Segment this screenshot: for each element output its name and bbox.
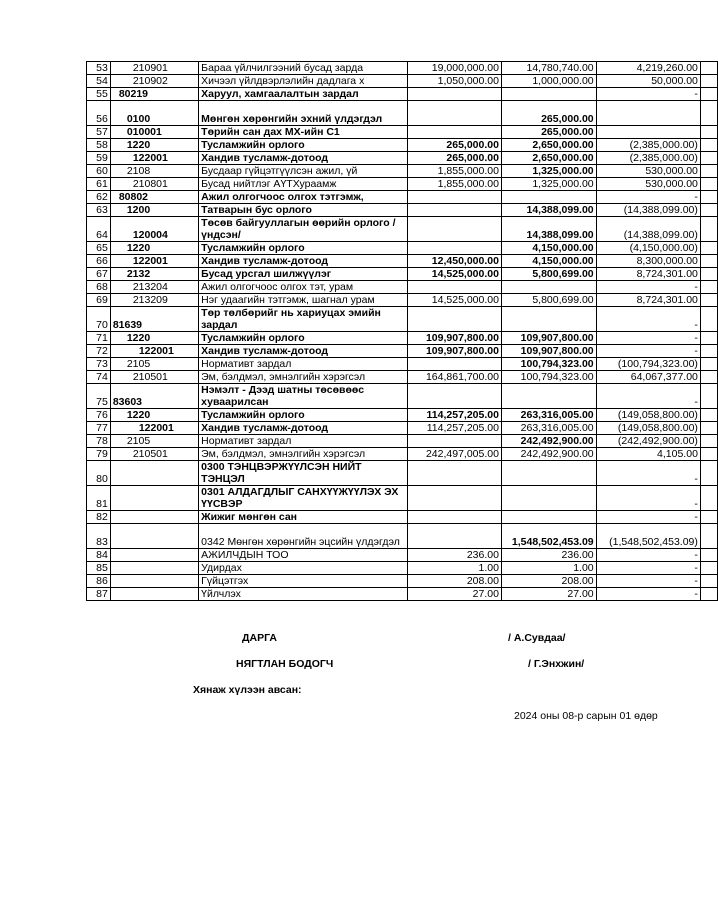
- amount-actual: [501, 191, 596, 204]
- table-row: [87, 549, 718, 562]
- account-name: Удирдах: [199, 562, 408, 575]
- row-number: 71: [87, 332, 111, 345]
- row-number: 57: [87, 126, 111, 139]
- account-name: Төр төлбөрийг нь хариуцах эмийн зардал: [199, 307, 408, 332]
- amount-actual: 5,800,699.00: [501, 294, 596, 307]
- amount-difference: -: [596, 384, 700, 409]
- account-name: Бусдаар гүйцэтгүүлсэн ажил, үй: [199, 165, 408, 178]
- amount-difference: (2,385,000.00): [596, 152, 700, 165]
- account-name: Үйлчлэх: [199, 588, 408, 601]
- amount-budget: [408, 281, 501, 294]
- row-number: 55: [87, 88, 111, 101]
- amount-difference: 64,067,377.00: [596, 371, 700, 384]
- empty-cell: [700, 486, 717, 511]
- account-name: Нормативт зардал: [199, 435, 408, 448]
- empty-cell: [700, 242, 717, 255]
- row-number: 59: [87, 152, 111, 165]
- amount-budget: 242,497,005.00: [408, 448, 501, 461]
- empty-cell: [700, 281, 717, 294]
- head-title: ДАРГА: [242, 632, 277, 644]
- empty-cell: [700, 204, 717, 217]
- empty-cell: [700, 549, 717, 562]
- table-row: [87, 268, 718, 281]
- empty-cell: [700, 345, 717, 358]
- amount-actual: 4,150,000.00: [501, 242, 596, 255]
- account-name: 0301 АЛДАГДЛЫГ САНХҮҮЖҮҮЛЭХ ЭХ ҮҮСВЭР: [199, 486, 408, 511]
- amount-budget: [408, 358, 501, 371]
- table-row: [87, 384, 718, 409]
- amount-actual: [501, 307, 596, 332]
- empty-cell: [700, 461, 717, 486]
- amount-actual: 242,492,900.00: [501, 448, 596, 461]
- amount-budget: 12,450,000.00: [408, 255, 501, 268]
- amount-actual: 263,316,005.00: [501, 422, 596, 435]
- amount-difference: -: [596, 562, 700, 575]
- table-row: [87, 152, 718, 165]
- amount-actual: 1.00: [501, 562, 596, 575]
- account-code: 1220: [110, 242, 198, 255]
- account-code: 122001: [110, 422, 198, 435]
- amount-difference: 4,219,260.00: [596, 62, 700, 75]
- row-number: 73: [87, 358, 111, 371]
- row-number: 86: [87, 575, 111, 588]
- report-table: [86, 61, 718, 601]
- amount-budget: 14,525,000.00: [408, 268, 501, 281]
- empty-cell: [700, 511, 717, 524]
- empty-cell: [700, 178, 717, 191]
- row-number: 70: [87, 307, 111, 332]
- account-code: [110, 549, 198, 562]
- amount-difference: (2,385,000.00): [596, 139, 700, 152]
- account-code: 210501: [110, 371, 198, 384]
- table-row: [87, 191, 718, 204]
- amount-difference: -: [596, 511, 700, 524]
- account-name: Хандив тусламж-дотоод: [199, 255, 408, 268]
- amount-actual: 265,000.00: [501, 101, 596, 126]
- amount-actual: 265,000.00: [501, 126, 596, 139]
- row-number: 72: [87, 345, 111, 358]
- account-name: Эм, бэлдмэл, эмнэлгийн хэрэгсэл: [199, 448, 408, 461]
- empty-cell: [700, 268, 717, 281]
- row-number: 60: [87, 165, 111, 178]
- amount-difference: -: [596, 588, 700, 601]
- table-row: [87, 307, 718, 332]
- account-name: Тусламжийн орлого: [199, 242, 408, 255]
- row-number: 56: [87, 101, 111, 126]
- amount-actual: 263,316,005.00: [501, 409, 596, 422]
- row-number: 68: [87, 281, 111, 294]
- empty-cell: [700, 588, 717, 601]
- amount-budget: [408, 126, 501, 139]
- amount-actual: 1,325,000.00: [501, 178, 596, 191]
- amount-difference: [596, 101, 700, 126]
- empty-cell: [700, 255, 717, 268]
- row-number: 54: [87, 75, 111, 88]
- amount-budget: [408, 204, 501, 217]
- account-name: Бараа үйлчилгээний бусад зарда: [199, 62, 408, 75]
- account-code: 83603: [110, 384, 198, 409]
- amount-budget: [408, 217, 501, 242]
- amount-difference: -: [596, 575, 700, 588]
- amount-actual: 4,150,000.00: [501, 255, 596, 268]
- amount-budget: 1,050,000.00: [408, 75, 501, 88]
- amount-difference: -: [596, 191, 700, 204]
- row-number: 80: [87, 461, 111, 486]
- amount-actual: [501, 461, 596, 486]
- amount-budget: 19,000,000.00: [408, 62, 501, 75]
- table-row: [87, 294, 718, 307]
- account-code: 213204: [110, 281, 198, 294]
- amount-actual: 100,794,323.00: [501, 371, 596, 384]
- table-row: [87, 486, 718, 511]
- empty-cell: [700, 126, 717, 139]
- amount-difference: (14,388,099.00): [596, 204, 700, 217]
- amount-actual: 1,548,502,453.09: [501, 524, 596, 549]
- empty-cell: [700, 422, 717, 435]
- table-row: [87, 165, 718, 178]
- row-number: 62: [87, 191, 111, 204]
- amount-actual: 109,907,800.00: [501, 345, 596, 358]
- account-name: Мөнгөн хөрөнгийн эхний үлдэгдэл: [199, 101, 408, 126]
- amount-difference: 8,724,301.00: [596, 294, 700, 307]
- amount-difference: (14,388,099.00): [596, 217, 700, 242]
- account-name: Гүйцэтгэх: [199, 575, 408, 588]
- amount-actual: 5,800,699.00: [501, 268, 596, 281]
- table-row: [87, 562, 718, 575]
- account-name: Ажил олгогчоос олгох тэтгэмж,: [199, 191, 408, 204]
- row-number: 58: [87, 139, 111, 152]
- account-name: Ажил олгогчоос олгох тэт, урам: [199, 281, 408, 294]
- amount-budget: [408, 384, 501, 409]
- account-code: 120004: [110, 217, 198, 242]
- amount-actual: 208.00: [501, 575, 596, 588]
- amount-difference: 8,300,000.00: [596, 255, 700, 268]
- account-code: 2105: [110, 435, 198, 448]
- empty-cell: [700, 332, 717, 345]
- report-table-body: [87, 62, 718, 601]
- table-row: [87, 281, 718, 294]
- amount-budget: [408, 524, 501, 549]
- amount-budget: [408, 101, 501, 126]
- account-code: 122001: [110, 345, 198, 358]
- amount-budget: 1,855,000.00: [408, 178, 501, 191]
- row-number: 53: [87, 62, 111, 75]
- account-code: 1220: [110, 409, 198, 422]
- account-name: Бусад урсгал шилжүүлэг: [199, 268, 408, 281]
- table-row: [87, 88, 718, 101]
- amount-budget: 164,861,700.00: [408, 371, 501, 384]
- amount-budget: 1.00: [408, 562, 501, 575]
- amount-difference: (100,794,323.00): [596, 358, 700, 371]
- account-code: 213209: [110, 294, 198, 307]
- amount-difference: [596, 126, 700, 139]
- empty-cell: [700, 409, 717, 422]
- account-name: Тусламжийн орлого: [199, 409, 408, 422]
- table-row: [87, 242, 718, 255]
- amount-difference: 530,000.00: [596, 178, 700, 191]
- table-row: [87, 204, 718, 217]
- empty-cell: [700, 562, 717, 575]
- amount-actual: 242,492,900.00: [501, 435, 596, 448]
- account-code: 0100: [110, 101, 198, 126]
- table-row: [87, 75, 718, 88]
- amount-difference: -: [596, 461, 700, 486]
- account-name: Хандив тусламж-дотоод: [199, 345, 408, 358]
- amount-budget: 208.00: [408, 575, 501, 588]
- amount-difference: (242,492,900.00): [596, 435, 700, 448]
- account-code: [110, 461, 198, 486]
- empty-cell: [700, 371, 717, 384]
- account-code: [110, 486, 198, 511]
- empty-cell: [700, 75, 717, 88]
- empty-cell: [700, 307, 717, 332]
- table-row: [87, 101, 718, 126]
- row-number: 74: [87, 371, 111, 384]
- table-row: [87, 126, 718, 139]
- account-name: Төсөв байгууллагын өөрийн орлого /үндсэн/: [199, 217, 408, 242]
- amount-difference: 4,105.00: [596, 448, 700, 461]
- row-number: 66: [87, 255, 111, 268]
- row-number: 75: [87, 384, 111, 409]
- account-code: 1200: [110, 204, 198, 217]
- account-name: Хандив тусламж-дотоод: [199, 152, 408, 165]
- account-code: 80802: [110, 191, 198, 204]
- amount-budget: 109,907,800.00: [408, 332, 501, 345]
- amount-actual: 2,650,000.00: [501, 139, 596, 152]
- amount-difference: -: [596, 332, 700, 345]
- row-number: 87: [87, 588, 111, 601]
- row-number: 83: [87, 524, 111, 549]
- account-name: Нэг удаагийн тэтгэмж, шагнал урам: [199, 294, 408, 307]
- row-number: 78: [87, 435, 111, 448]
- row-number: 65: [87, 242, 111, 255]
- table-row: [87, 422, 718, 435]
- account-name: Тусламжийн орлого: [199, 332, 408, 345]
- row-number: 85: [87, 562, 111, 575]
- table-row: [87, 62, 718, 75]
- amount-actual: [501, 384, 596, 409]
- account-code: 2108: [110, 165, 198, 178]
- account-code: 122001: [110, 255, 198, 268]
- amount-difference: -: [596, 486, 700, 511]
- account-name: Жижиг мөнгөн сан: [199, 511, 408, 524]
- account-code: 1220: [110, 332, 198, 345]
- account-name: Хичээл үйлдвэрлэлийн дадлага х: [199, 75, 408, 88]
- reviewed-label: Хянаж хүлээн авсан:: [193, 684, 302, 696]
- account-code: 2132: [110, 268, 198, 281]
- amount-actual: 27.00: [501, 588, 596, 601]
- empty-cell: [700, 62, 717, 75]
- account-name: Хандив тусламж-дотоод: [199, 422, 408, 435]
- account-name: АЖИЛЧДЫН ТОО: [199, 549, 408, 562]
- account-code: 210901: [110, 62, 198, 75]
- account-code: 210501: [110, 448, 198, 461]
- account-name: Бусад нийтлэг АҮТХураамж: [199, 178, 408, 191]
- row-number: 81: [87, 486, 111, 511]
- empty-cell: [700, 88, 717, 101]
- account-name: Тусламжийн орлого: [199, 139, 408, 152]
- report-date: 2024 оны 08-р сарын 01 өдөр: [514, 710, 658, 722]
- amount-difference: 530,000.00: [596, 165, 700, 178]
- account-code: 80219: [110, 88, 198, 101]
- amount-difference: -: [596, 307, 700, 332]
- table-row: [87, 409, 718, 422]
- table-row: [87, 461, 718, 486]
- row-number: 61: [87, 178, 111, 191]
- account-code: [110, 588, 198, 601]
- amount-budget: [408, 486, 501, 511]
- empty-cell: [700, 152, 717, 165]
- account-name: Эм, бэлдмэл, эмнэлгийн хэрэгсэл: [199, 371, 408, 384]
- account-name: Татварын бус орлого: [199, 204, 408, 217]
- amount-actual: 14,388,099.00: [501, 204, 596, 217]
- table-row: [87, 524, 718, 549]
- amount-difference: (149,058,800.00): [596, 422, 700, 435]
- amount-budget: 114,257,205.00: [408, 409, 501, 422]
- table-row: [87, 448, 718, 461]
- amount-budget: 265,000.00: [408, 139, 501, 152]
- account-name: 0300 ТЭНЦВЭРЖҮҮЛСЭН НИЙТ ТЭНЦЭЛ: [199, 461, 408, 486]
- amount-actual: [501, 88, 596, 101]
- empty-cell: [700, 448, 717, 461]
- amount-budget: [408, 511, 501, 524]
- amount-actual: 2,650,000.00: [501, 152, 596, 165]
- amount-budget: [408, 242, 501, 255]
- table-row: [87, 371, 718, 384]
- empty-cell: [700, 294, 717, 307]
- amount-actual: 236.00: [501, 549, 596, 562]
- account-code: 210801: [110, 178, 198, 191]
- amount-difference: 8,724,301.00: [596, 268, 700, 281]
- table-row: [87, 345, 718, 358]
- account-name: Харуул, хамгаалалтын зардал: [199, 88, 408, 101]
- empty-cell: [700, 524, 717, 549]
- empty-cell: [700, 165, 717, 178]
- amount-budget: 27.00: [408, 588, 501, 601]
- table-row: [87, 435, 718, 448]
- empty-cell: [700, 217, 717, 242]
- accountant-title: НЯГТЛАН БОДОГЧ: [236, 658, 334, 670]
- empty-cell: [700, 575, 717, 588]
- empty-cell: [700, 358, 717, 371]
- amount-actual: 14,388,099.00: [501, 217, 596, 242]
- amount-budget: [408, 307, 501, 332]
- amount-actual: [501, 511, 596, 524]
- table-row: [87, 358, 718, 371]
- amount-actual: 1,000,000.00: [501, 75, 596, 88]
- amount-difference: (1,548,502,453.09): [596, 524, 700, 549]
- account-name: Нормативт зардал: [199, 358, 408, 371]
- amount-budget: 14,525,000.00: [408, 294, 501, 307]
- amount-difference: (4,150,000.00): [596, 242, 700, 255]
- account-code: [110, 562, 198, 575]
- row-number: 77: [87, 422, 111, 435]
- row-number: 64: [87, 217, 111, 242]
- amount-actual: [501, 486, 596, 511]
- empty-cell: [700, 101, 717, 126]
- empty-cell: [700, 384, 717, 409]
- amount-budget: 109,907,800.00: [408, 345, 501, 358]
- amount-difference: -: [596, 281, 700, 294]
- account-name: Төрийн сан дах МХ-ийн С1: [199, 126, 408, 139]
- account-code: 010001: [110, 126, 198, 139]
- account-code: 210902: [110, 75, 198, 88]
- table-row: [87, 217, 718, 242]
- row-number: 84: [87, 549, 111, 562]
- amount-actual: 109,907,800.00: [501, 332, 596, 345]
- amount-actual: 100,794,323.00: [501, 358, 596, 371]
- amount-difference: (149,058,800.00): [596, 409, 700, 422]
- amount-difference: -: [596, 88, 700, 101]
- empty-cell: [700, 191, 717, 204]
- account-name: Нэмэлт - Дээд шатны төсөвөөс хуваарилсан: [199, 384, 408, 409]
- accountant-name: / Г.Энхжин/: [528, 658, 585, 670]
- row-number: 82: [87, 511, 111, 524]
- table-row: [87, 178, 718, 191]
- empty-cell: [700, 435, 717, 448]
- row-number: 76: [87, 409, 111, 422]
- row-number: 79: [87, 448, 111, 461]
- empty-cell: [700, 139, 717, 152]
- amount-difference: -: [596, 345, 700, 358]
- table-row: [87, 575, 718, 588]
- account-code: 122001: [110, 152, 198, 165]
- account-code: 2105: [110, 358, 198, 371]
- amount-budget: 1,855,000.00: [408, 165, 501, 178]
- amount-budget: [408, 191, 501, 204]
- amount-actual: 1,325,000.00: [501, 165, 596, 178]
- table-row: [87, 255, 718, 268]
- account-code: [110, 524, 198, 549]
- row-number: 67: [87, 268, 111, 281]
- row-number: 69: [87, 294, 111, 307]
- table-row: [87, 511, 718, 524]
- table-row: [87, 332, 718, 345]
- table-row: [87, 139, 718, 152]
- head-name: / А.Сувдаа/: [508, 632, 566, 644]
- amount-difference: 50,000.00: [596, 75, 700, 88]
- amount-budget: 114,257,205.00: [408, 422, 501, 435]
- amount-budget: 236.00: [408, 549, 501, 562]
- account-code: 1220: [110, 139, 198, 152]
- amount-actual: 14,780,740.00: [501, 62, 596, 75]
- amount-budget: [408, 88, 501, 101]
- amount-budget: [408, 435, 501, 448]
- account-code: 81639: [110, 307, 198, 332]
- row-number: 63: [87, 204, 111, 217]
- account-name: 0342 Мөнгөн хөрөнгийн эцсийн үлдэгдэл: [199, 524, 408, 549]
- amount-budget: 265,000.00: [408, 152, 501, 165]
- account-code: [110, 511, 198, 524]
- account-code: [110, 575, 198, 588]
- table-row: [87, 588, 718, 601]
- amount-actual: [501, 281, 596, 294]
- amount-budget: [408, 461, 501, 486]
- amount-difference: -: [596, 549, 700, 562]
